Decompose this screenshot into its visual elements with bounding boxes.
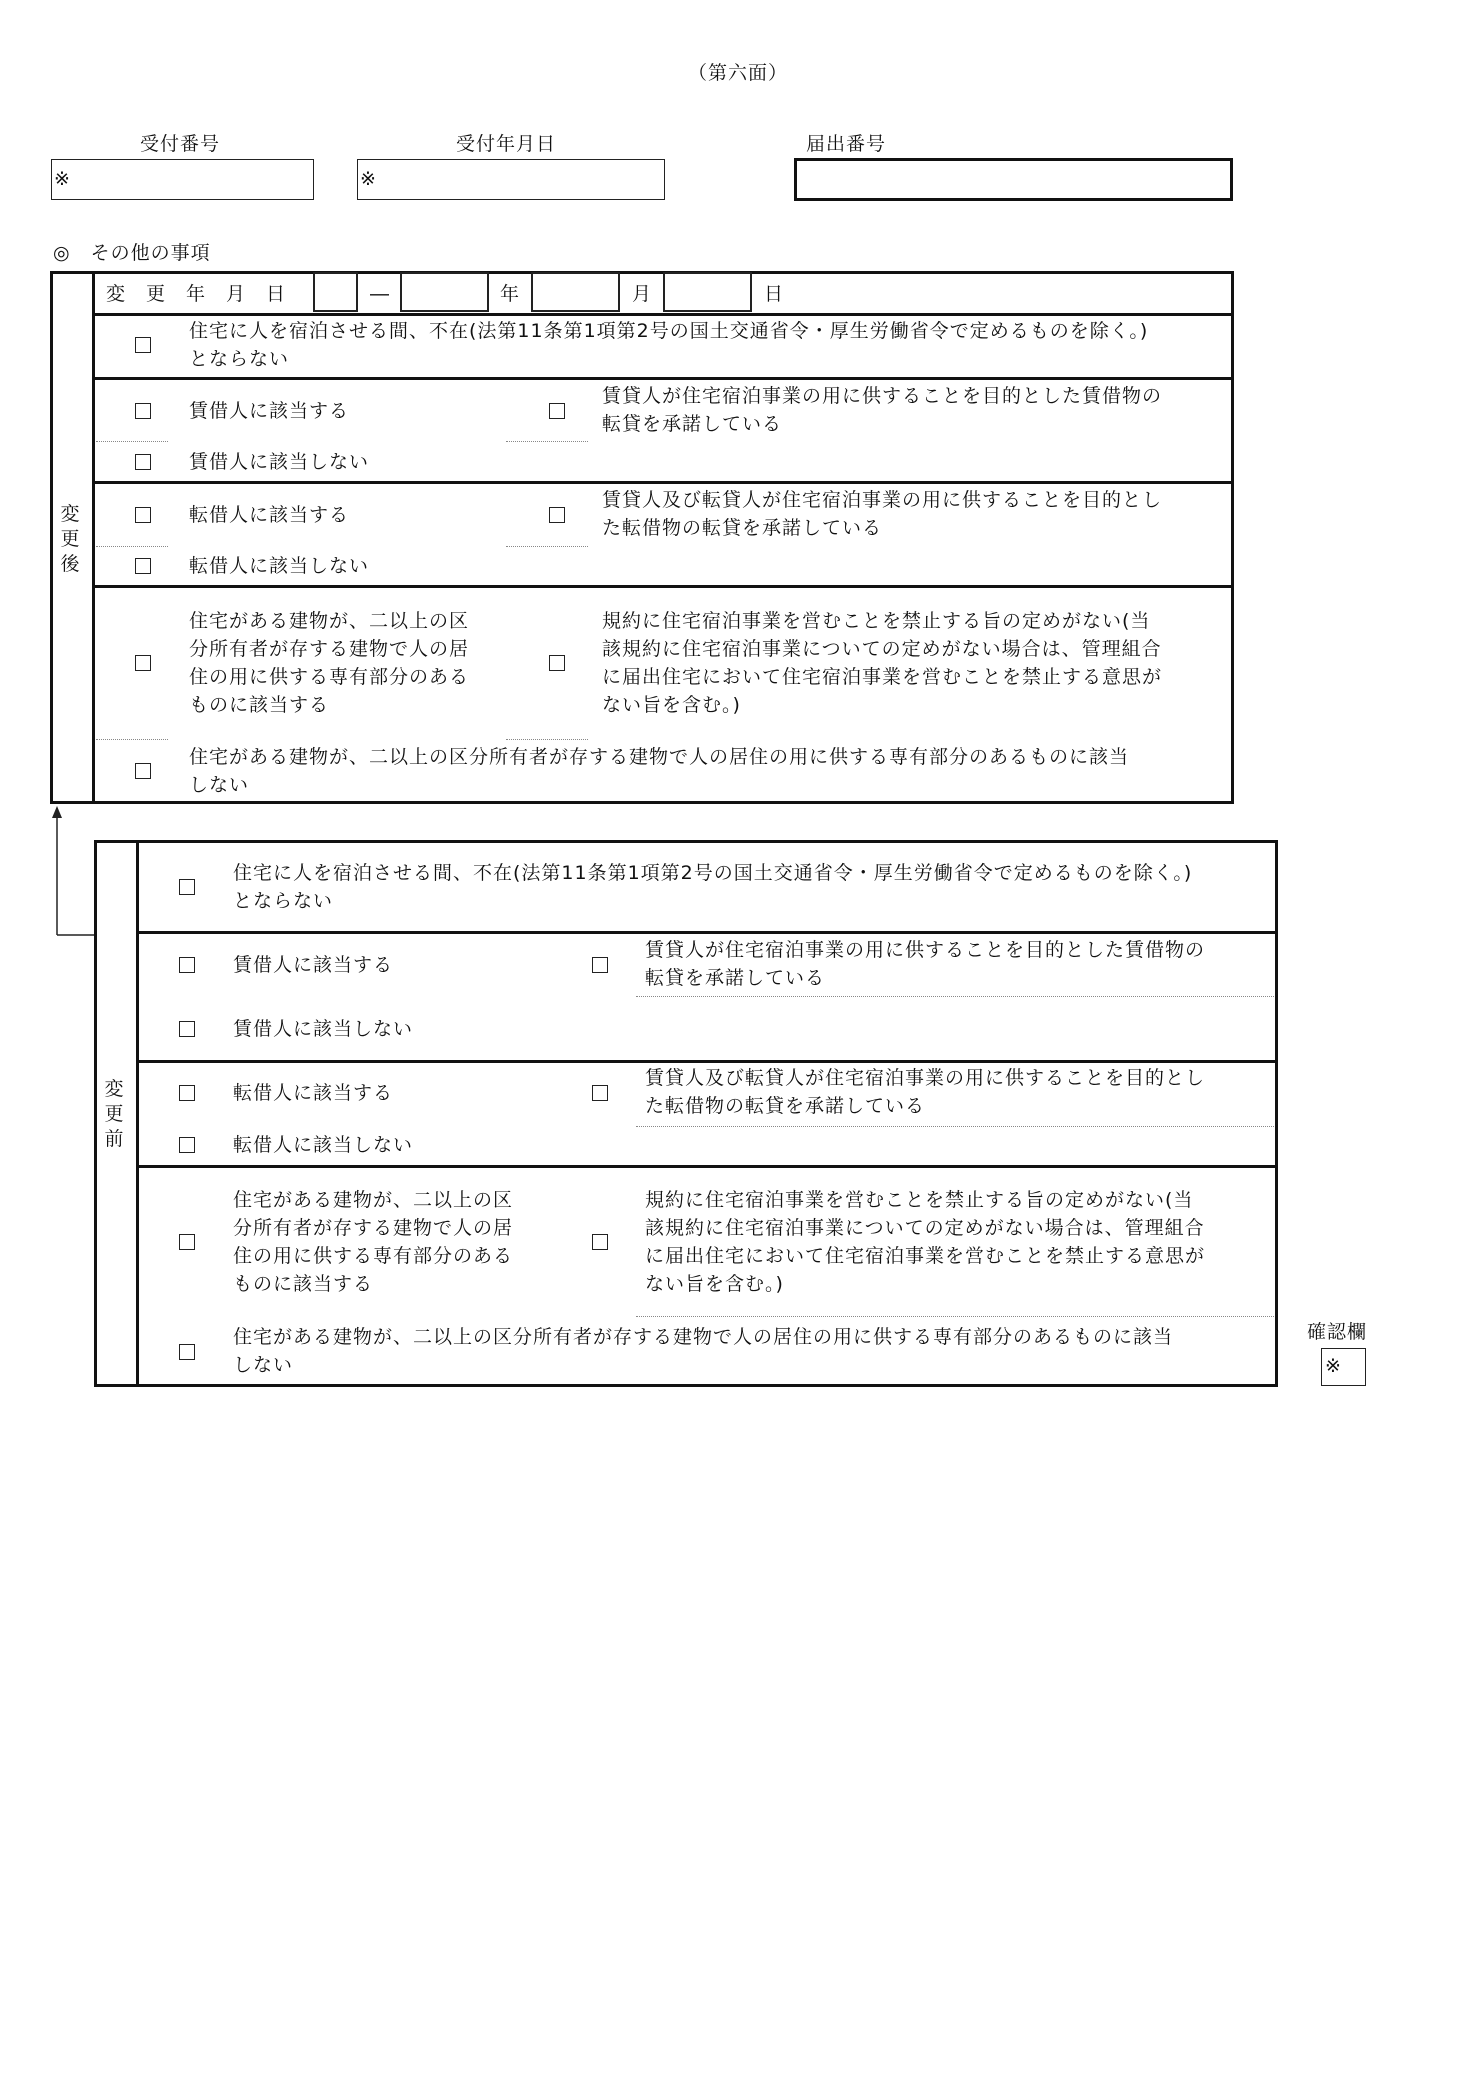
date-month-label: 月 [632, 283, 653, 305]
before-lessee-yes-text: 賃借人に該当する [233, 954, 394, 976]
receipt-date-field[interactable] [357, 159, 665, 200]
date-month-field[interactable] [531, 272, 620, 312]
before-sublessor-consent-checkbox[interactable] [592, 1085, 608, 1101]
after-condo-no-checkbox[interactable] [135, 763, 151, 779]
section-title: ◎ その他の事項 [53, 242, 211, 264]
before-bylaws-checkbox[interactable] [592, 1234, 608, 1250]
after-condo-yes-checkbox[interactable] [135, 655, 151, 671]
after-condo-yes-text: 住宅がある建物が、二以上の区 分所有者が存する建物で人の居 住の用に供する専有部分のある ものに該当する [189, 610, 470, 716]
confirm-mark: ※ [1325, 1355, 1342, 1377]
before-condo-no-checkbox[interactable] [179, 1344, 195, 1360]
after-lessee-no-text: 賃借人に該当しない [189, 451, 370, 473]
before-condo-yes-text: 住宅がある建物が、二以上の区 分所有者が存する建物で人の居 住の用に供する専有部分のある ものに該当する [233, 1189, 514, 1295]
before-condo-yes-checkbox[interactable] [179, 1234, 195, 1250]
before-label: 変更前 [104, 1078, 124, 1150]
date-day-label: 日 [764, 283, 785, 305]
before-sublessee-no-checkbox[interactable] [179, 1137, 195, 1153]
date-day-field[interactable] [663, 272, 752, 312]
before-absence-text: 住宅に人を宿泊させる間、不在(法第11条第1項第2号の国土交通省令・厚生労働省令で定めるものを除く。) とならない [233, 862, 1193, 912]
after-bylaws-text: 規約に住宅宿泊事業を営むことを禁止する旨の定めがない(当 該規約に住宅宿泊事業についての定めがない場合は、管理組合 に届出住宅において住宅宿泊事業を営むことを禁止する意思が ない旨を含む。) [602, 610, 1163, 716]
receipt-number-label: 受付番号 [140, 133, 221, 155]
before-lessee-yes-checkbox[interactable] [179, 957, 195, 973]
receipt-number-field[interactable] [51, 159, 314, 200]
before-sublessor-consent-text: 賃貸人及び転貸人が住宅宿泊事業の用に供することを目的とし た転借物の転貸を承諾している [645, 1067, 1206, 1117]
after-label: 変更後 [60, 503, 80, 575]
after-condo-no-text: 住宅がある建物が、二以上の区分所有者が存する建物で人の居住の用に供する専有部分のあるものに該当 しない [189, 746, 1130, 796]
receipt-date-label: 受付年月日 [456, 133, 557, 155]
date-era-field[interactable] [313, 272, 358, 312]
notification-number-label: 届出番号 [806, 133, 887, 155]
before-lessee-no-text: 賃借人に該当しない [233, 1018, 414, 1040]
confirm-field[interactable] [1321, 1348, 1366, 1386]
after-sublessee-no-text: 転借人に該当しない [189, 555, 370, 577]
after-sublessor-consent-text: 賃貸人及び転貸人が住宅宿泊事業の用に供することを目的とし た転借物の転貸を承諾している [602, 489, 1163, 539]
receipt-number-mark: ※ [54, 168, 71, 190]
after-lessor-consent-checkbox[interactable] [549, 403, 565, 419]
before-condo-no-text: 住宅がある建物が、二以上の区分所有者が存する建物で人の居住の用に供する専有部分のあるものに該当 しない [233, 1326, 1174, 1376]
after-lessee-yes-checkbox[interactable] [135, 403, 151, 419]
before-absence-checkbox[interactable] [179, 879, 195, 895]
before-lessee-no-checkbox[interactable] [179, 1021, 195, 1037]
before-sublessee-yes-text: 転借人に該当する [233, 1082, 394, 1104]
after-sublessor-consent-checkbox[interactable] [549, 507, 565, 523]
before-sublessee-yes-checkbox[interactable] [179, 1085, 195, 1101]
after-lessee-yes-text: 賃借人に該当する [189, 400, 350, 422]
after-lessor-consent-text: 賃貸人が住宅宿泊事業の用に供することを目的とした賃借物の 転貸を承諾している [602, 385, 1163, 435]
after-absence-text: 住宅に人を宿泊させる間、不在(法第11条第1項第2号の国土交通省令・厚生労働省令で定めるものを除く。) とならない [189, 320, 1149, 370]
page-label: （第六面） [688, 62, 789, 84]
after-lessee-no-checkbox[interactable] [135, 454, 151, 470]
before-lessor-consent-text: 賃貸人が住宅宿泊事業の用に供することを目的とした賃借物の 転貸を承諾している [645, 939, 1206, 989]
change-date-label: 変 更 年 月 日 [106, 283, 287, 305]
confirm-label: 確認欄 [1307, 1321, 1368, 1343]
date-year-field[interactable] [400, 272, 489, 312]
after-sublessee-yes-text: 転借人に該当する [189, 504, 350, 526]
after-absence-checkbox[interactable] [135, 337, 151, 353]
before-lessor-consent-checkbox[interactable] [592, 957, 608, 973]
after-bylaws-checkbox[interactable] [549, 655, 565, 671]
before-bylaws-text: 規約に住宅宿泊事業を営むことを禁止する旨の定めがない(当 該規約に住宅宿泊事業についての定めがない場合は、管理組合 に届出住宅において住宅宿泊事業を営むことを禁止する意思が ない旨を含む。) [645, 1189, 1206, 1295]
date-dash: ― [370, 283, 390, 305]
notification-number-field[interactable] [794, 158, 1233, 201]
date-year-label: 年 [500, 283, 521, 305]
receipt-date-mark: ※ [360, 168, 377, 190]
before-sublessee-no-text: 転借人に該当しない [233, 1134, 414, 1156]
after-sublessee-no-checkbox[interactable] [135, 558, 151, 574]
after-sublessee-yes-checkbox[interactable] [135, 507, 151, 523]
